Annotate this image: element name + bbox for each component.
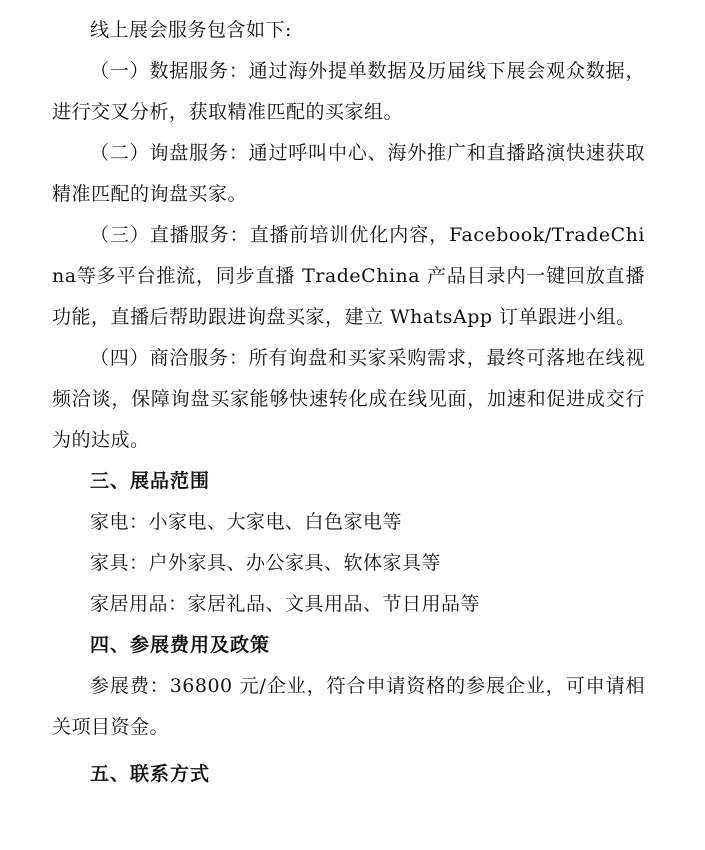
section-heading-fees-policy: 四、参展费用及政策 — [90, 634, 271, 656]
section-heading-exhibit-scope: 三、展品范围 — [90, 470, 211, 492]
section-heading-contact: 五、联系方式 — [90, 763, 211, 785]
exhibit-item-appliances: 家电：小家电、大家电、白色家电等 — [90, 511, 403, 533]
intro-text: 线上展会服务包含如下: — [90, 19, 292, 41]
service-livestream: （三）直播服务：直播前培训优化内容，Facebook/TradeChina等多平台推流，同步直播 TradeChina 产品目录内一键回放直播功能，直播后帮助跟进询盘买家，建立 WhatsApp 订单跟进小组。 — [52, 224, 645, 328]
fee-text: 参展费：36800 元/企业，符合申请资格的参展企业，可申请相关项目资金。 — [52, 675, 645, 738]
exhibit-item-household: 家居用品：家居礼品、文具用品、节日用品等 — [90, 593, 481, 615]
exhibit-item-furniture: 家具：户外家具、办公家具、软体家具等 — [90, 552, 442, 574]
service-data: （一）数据服务：通过海外提单数据及历届线下展会观众数据，进行交叉分析，获取精准匹配的买家组。 — [52, 60, 645, 123]
service-inquiry: （二）询盘服务：通过呼叫中心、海外推广和直播路演快速获取精准匹配的询盘买家。 — [52, 142, 645, 205]
service-negotiation: （四）商洽服务：所有询盘和买家采购需求，最终可落地在线视频洽谈，保障询盘买家能够快速转化成在线见面，加速和促进成交行为的达成。 — [52, 347, 645, 451]
